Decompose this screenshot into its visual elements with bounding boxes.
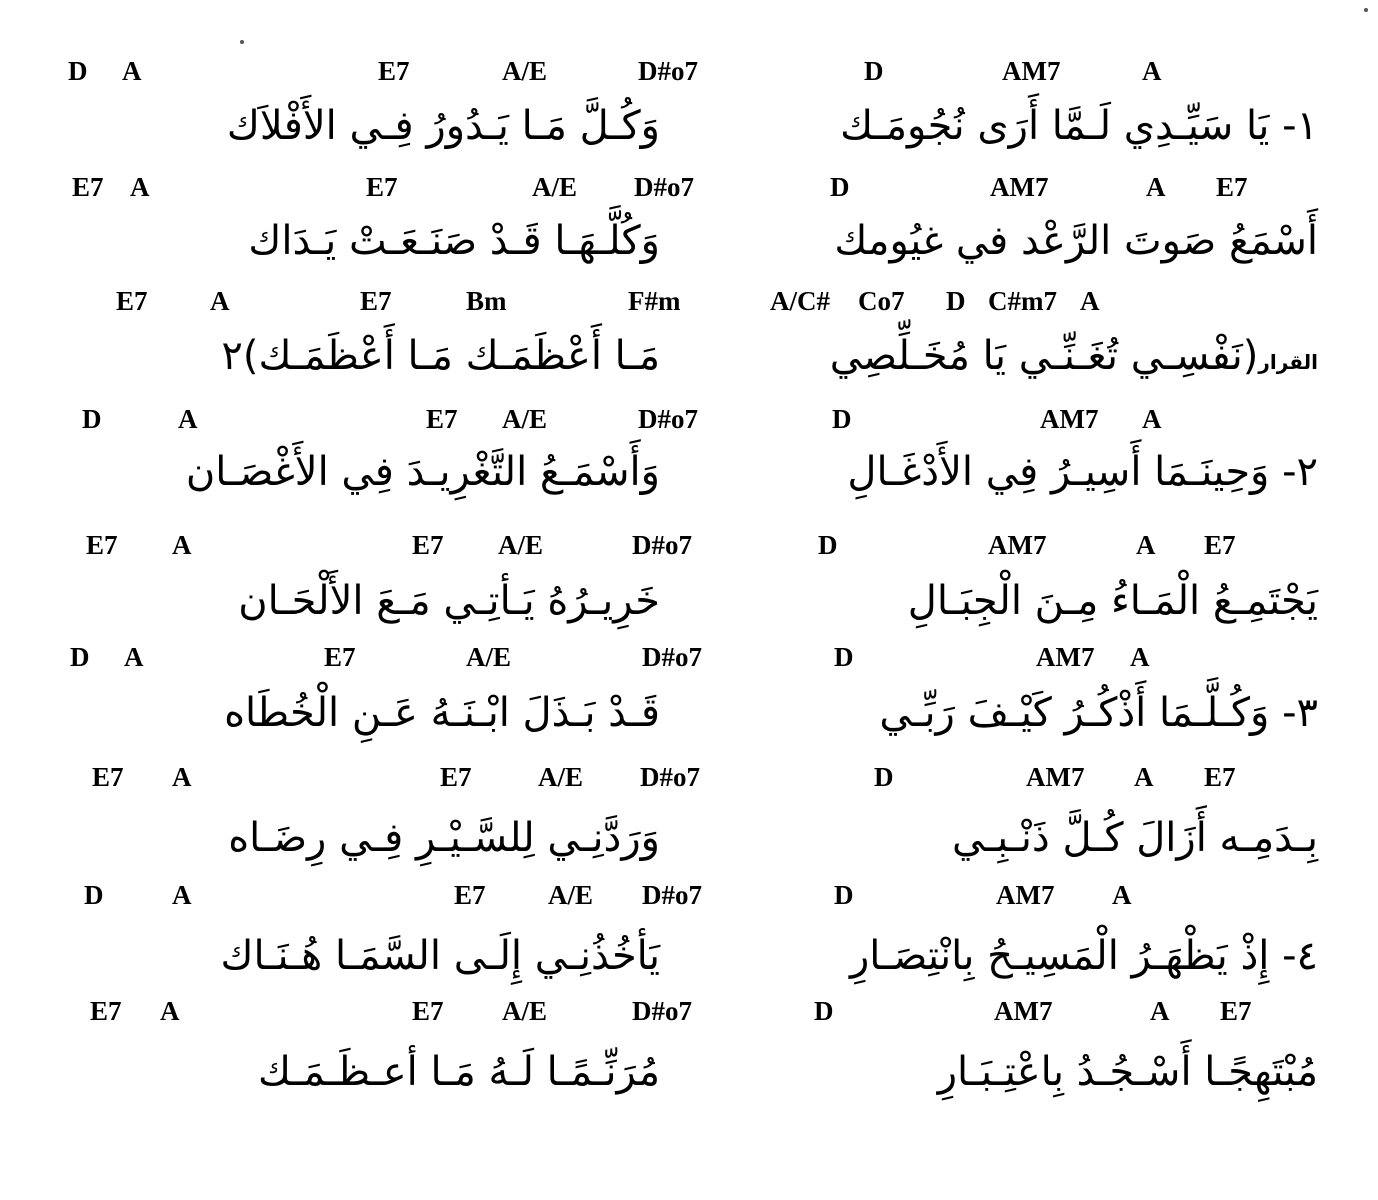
chord-symbol: A <box>1142 404 1162 434</box>
lyric-right: بِـدَمِـه أَزَالَ كُـلَّ ذَنْـبِـي <box>951 815 1318 861</box>
chord-symbol: E7 <box>72 172 104 202</box>
chord-symbol: D <box>832 404 852 434</box>
chord-symbol: A/E <box>498 530 544 560</box>
lyric-right: (نَفْسِـي تُغَـنِّـي يَا مُخَـلِّصِي <box>829 333 1259 379</box>
lyric-right: أَسْمَعُ صَوتَ الرَّعْد في غيُومك <box>834 218 1318 264</box>
chord-symbol: E7 <box>412 996 444 1026</box>
chord-symbol: D <box>82 404 102 434</box>
lyric-left: يَأخُذُنِـي إِلَـى السَّمَـا هُـنَـاك <box>220 933 660 979</box>
chord-symbol: E7 <box>360 286 392 316</box>
chord-symbol: A <box>1112 880 1132 910</box>
chord-symbol: D <box>814 996 834 1026</box>
chord-symbol: A <box>160 996 180 1026</box>
chord-symbol: A/E <box>502 404 548 434</box>
lyric-left: وَكُـلَّ مَـا يَـدُورُ فِـي الأَفْلاَك <box>226 103 660 149</box>
chord-symbol: A <box>130 172 150 202</box>
chord-symbol: E7 <box>1204 530 1236 560</box>
chord-symbol: Bm <box>466 286 507 316</box>
lyric-left: مُرَنِّـمًـا لَـهُ مَـا أعـظَـمَـك <box>258 1049 660 1095</box>
chord-symbol: D <box>818 530 838 560</box>
chord-symbol: E7 <box>324 642 356 672</box>
chord-symbol: E7 <box>366 172 398 202</box>
chord-symbol: E7 <box>440 762 472 792</box>
chord-symbol: AM7 <box>1036 642 1095 672</box>
chord-symbol: E7 <box>454 880 486 910</box>
chord-symbol: AM7 <box>994 996 1053 1026</box>
chord-symbol: A <box>1130 642 1150 672</box>
chord-symbol: D <box>834 642 854 672</box>
chord-symbol: D#o7 <box>632 530 692 560</box>
chord-symbol: E7 <box>412 530 444 560</box>
chord-symbol: E7 <box>1216 172 1248 202</box>
chord-symbol: A/E <box>538 762 584 792</box>
chord-symbol: D <box>946 286 966 316</box>
chord-symbol: D#o7 <box>634 172 694 202</box>
lyric-right: يَجْتَمِـعُ الْمَـاءُ مِـنَ الْجِبَـالِ <box>907 578 1318 624</box>
chord-symbol: D <box>70 642 90 672</box>
chord-symbol: A <box>1146 172 1166 202</box>
chord-symbol: A <box>178 404 198 434</box>
lyric-right: ٢- وَحِينَـمَا أَسِيـرُ فِي الأَدْغَـالِ <box>847 449 1318 495</box>
chord-symbol: D#o7 <box>638 404 698 434</box>
chord-symbol: A/C# <box>770 286 830 316</box>
chord-symbol: A <box>124 642 144 672</box>
chord-symbol: A/E <box>466 642 512 672</box>
chord-symbol: AM7 <box>990 172 1049 202</box>
chord-symbol: D <box>874 762 894 792</box>
lyric-right: ٤- إِذْ يَظْهَـرُ الْمَسِيـحُ بِانْتِصَـارِ <box>849 933 1318 979</box>
chord-symbol: C#m7 <box>988 286 1057 316</box>
chord-symbol: D#o7 <box>632 996 692 1026</box>
chord-symbol: D#o7 <box>642 880 702 910</box>
chord-symbol: A <box>172 880 192 910</box>
chord-symbol: A/E <box>548 880 594 910</box>
lyric-right-chorus <box>738 328 1318 390</box>
chord-symbol: A/E <box>532 172 578 202</box>
chord-symbol: A <box>1134 762 1154 792</box>
chorus-label: القرار <box>1258 350 1318 374</box>
chord-symbol: F#m <box>628 286 681 316</box>
chord-symbol: D <box>84 880 104 910</box>
chord-symbol: D#o7 <box>642 642 702 672</box>
lyric-right: ٣- وَكُـلَّـمَا أَذْكُـرُ كَيْـفَ رَبِّـي <box>879 690 1318 736</box>
chord-symbol: A <box>172 762 192 792</box>
chord-symbol: D <box>834 880 854 910</box>
chord-symbol: Co7 <box>858 286 905 316</box>
chord-symbol: A/E <box>502 56 548 86</box>
lyric-right: ١- يَا سَيِّـدِي لَـمَّا أَرَى نُجُومَـك <box>840 103 1318 149</box>
lyric-left: وَرَدَّنِـي لِلسَّـيْـرِ فِـي رِضَـاه <box>228 815 660 861</box>
chord-symbol: D <box>864 56 884 86</box>
chord-symbol: AM7 <box>1002 56 1061 86</box>
chord-symbol: A <box>1142 56 1162 86</box>
chord-symbol: D#o7 <box>640 762 700 792</box>
chord-symbol: A <box>1080 286 1100 316</box>
chord-symbol: D <box>68 56 88 86</box>
scan-speck <box>240 40 244 44</box>
chord-symbol: A <box>122 56 142 86</box>
chord-symbol: E7 <box>92 762 124 792</box>
chord-symbol: E7 <box>378 56 410 86</box>
chord-symbol: E7 <box>1204 762 1236 792</box>
lyric-left: مَـا أَعْظَمَـك مَـا أَعْظَمَـك)٢ <box>221 333 660 379</box>
chord-symbol: A <box>172 530 192 560</box>
chord-symbol: A/E <box>502 996 548 1026</box>
chord-symbol: E7 <box>90 996 122 1026</box>
chord-symbol: E7 <box>426 404 458 434</box>
chord-symbol: AM7 <box>996 880 1055 910</box>
chord-symbol: A <box>1136 530 1156 560</box>
chord-symbol: D#o7 <box>638 56 698 86</box>
chord-symbol: AM7 <box>988 530 1047 560</box>
chord-symbol: A <box>210 286 230 316</box>
lyric-left: وَأَسْمَـعُ التَّغْرِيـدَ فِي الأَغْصَـان <box>185 449 660 495</box>
chord-symbol: E7 <box>116 286 148 316</box>
scan-speck <box>1364 8 1368 12</box>
chord-symbol: AM7 <box>1026 762 1085 792</box>
chord-symbol: D <box>830 172 850 202</box>
lyric-left: خَرِيـرُهُ يَـأتِـي مَـعَ الأَلْحَـان <box>238 578 660 624</box>
chord-symbol: E7 <box>1220 996 1252 1026</box>
lyric-left: وَكُلَّـهَـا قَـدْ صَنَـعَـتْ يَـدَاك <box>248 218 660 264</box>
lyric-right: مُبْتَهِجًـا أَسْـجُـدُ بِاعْتِـبَـارِ <box>937 1049 1318 1095</box>
chord-symbol: A <box>1150 996 1170 1026</box>
lyric-left: قَـدْ بَـذَلَ ابْـنَـهُ عَـنِ الْخُطَاه <box>224 690 660 736</box>
chord-symbol: AM7 <box>1040 404 1099 434</box>
chord-symbol: E7 <box>86 530 118 560</box>
